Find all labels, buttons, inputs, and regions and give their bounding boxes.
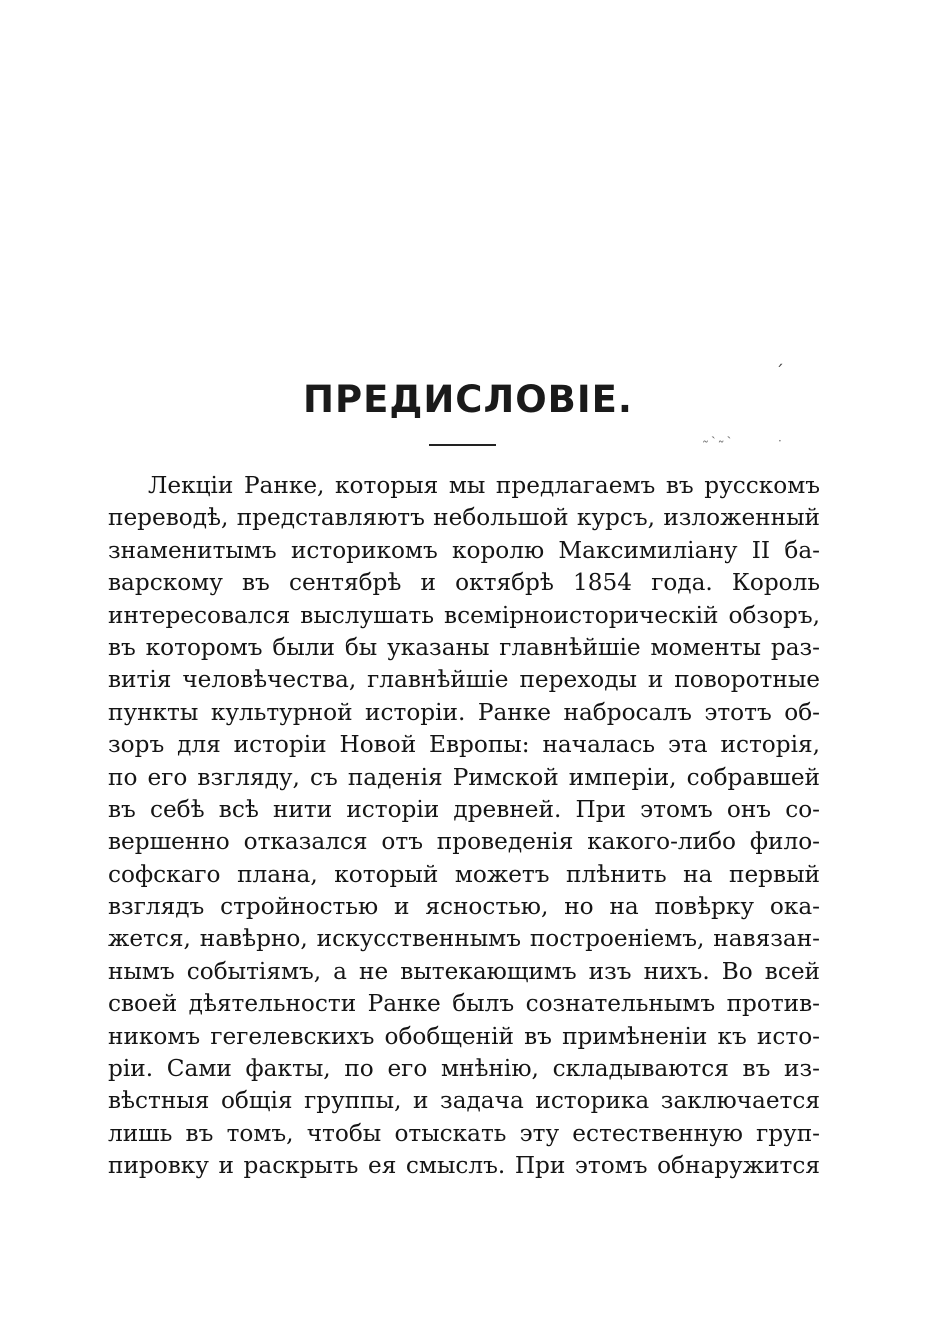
text-line: своей дѣятельности Ранке былъ сознательнымъ против-: [108, 990, 820, 1018]
text-line: вершенно отказался отъ проведенія какого-либо фило-: [108, 828, 820, 856]
ink-speck: ·: [778, 434, 782, 448]
text-line: взглядъ стройностью и ясностью, но на повѣрку ока-: [108, 893, 820, 921]
text-line: въ которомъ были бы указаны главнѣйшіе моменты раз-: [108, 633, 820, 661]
text-line: пировку и раскрыть ея смыслъ. При этомъ обнаружится: [108, 1152, 820, 1180]
text-line: въ себѣ всѣ нити исторіи древней. При этомъ онъ со-: [108, 795, 820, 823]
text-line: лишь въ томъ, чтобы отыскать эту естественную груп-: [108, 1119, 820, 1147]
preface-text: [108, 470, 820, 1183]
page-title: ПРЕДИСЛОВІЕ.: [303, 378, 633, 421]
text-line: переводѣ, представляютъ небольшой курсъ, изложенный: [108, 504, 820, 532]
text-line: ріи. Сами факты, по его мнѣнію, складываются въ из-: [108, 1055, 820, 1083]
text-line: жется, навѣрно, искусственнымъ построеніемъ, навязан-: [108, 925, 820, 953]
text-line: нымъ событіямъ, а не вытекающимъ изъ нихъ. Во всей: [108, 957, 820, 985]
text-line: по его взгляду, съ паденія Римской имперіи, собравшей: [108, 763, 820, 791]
text-line: варскому въ сентябрѣ и октябрѣ 1854 года. Король: [108, 569, 820, 597]
text-line: софскаго плана, который можетъ плѣнить на первый: [108, 860, 820, 888]
text-line: интересовался выслушать всемірноисторическій обзоръ,: [108, 601, 820, 629]
ink-smudge: ˷˴˷˴: [702, 428, 734, 444]
ink-speck: ˊ: [775, 362, 784, 383]
title-rule: [429, 444, 496, 446]
text-line: витія человѣчества, главнѣйшіе переходы и поворотные: [108, 666, 820, 694]
text-line: пункты культурной исторіи. Ранке набросалъ этотъ об-: [108, 698, 820, 726]
text-line: вѣстныя общія группы, и задача историка заключается: [108, 1087, 820, 1115]
text-line: никомъ гегелевскихъ обобщеній въ примѣненіи къ исто-: [108, 1022, 820, 1050]
text-line: знаменитымъ историкомъ королю Максимиліану II ба-: [108, 536, 820, 564]
text-line: зоръ для исторіи Новой Европы: началась эта исторія,: [108, 731, 820, 759]
text-line: Лекціи Ранке, которыя мы предлагаемъ въ русскомъ: [148, 472, 820, 499]
